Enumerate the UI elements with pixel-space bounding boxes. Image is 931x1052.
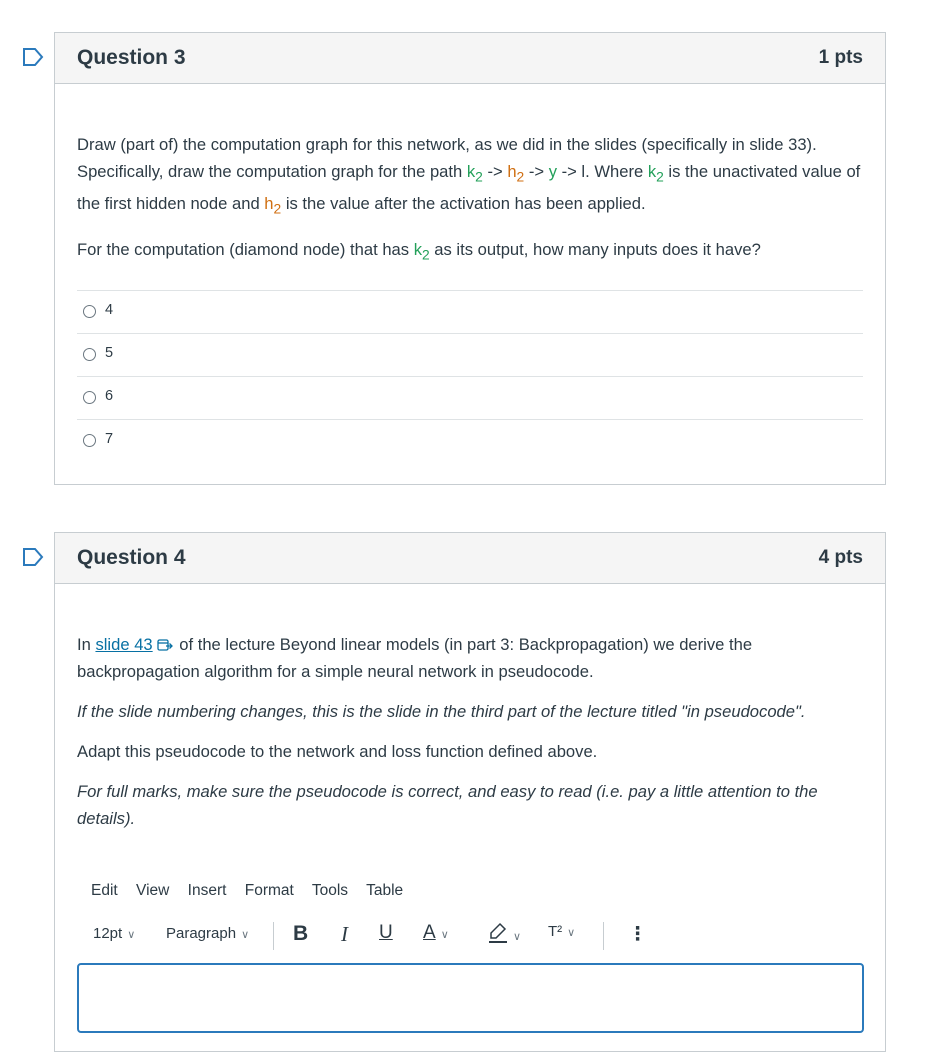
question-3: [54, 32, 886, 485]
question-title: Question 3: [77, 46, 186, 69]
external-link-icon: [157, 638, 173, 652]
menu-format[interactable]: Format: [244, 882, 294, 899]
toolbar-divider: [273, 922, 274, 950]
chevron-down-icon: ∨: [513, 931, 522, 943]
chevron-down-icon: ∨: [567, 927, 576, 939]
block-format-select[interactable]: Paragraph ∨: [166, 925, 250, 942]
menu-edit[interactable]: Edit: [91, 882, 118, 899]
menu-view[interactable]: View: [136, 882, 170, 899]
answer-option[interactable]: [77, 334, 863, 377]
menu-tools[interactable]: Tools: [311, 882, 349, 899]
bold-button[interactable]: B: [293, 922, 309, 945]
question-paragraph: For full marks, make sure the pseudocode is correct, and easy to read (i.e. pay a little attention to the details).: [77, 782, 818, 828]
answer-option[interactable]: [77, 377, 863, 420]
question-title: Question 4: [77, 546, 186, 569]
slide-link[interactable]: slide 43: [95, 635, 153, 654]
highlighter-icon: [488, 922, 508, 944]
question-points: 4 pts: [818, 547, 863, 568]
underline-button[interactable]: U: [379, 922, 393, 943]
italic-button[interactable]: I: [341, 922, 348, 946]
question-paragraph: Adapt this pseudocode to the network and loss function defined above.: [77, 742, 598, 761]
question-4: [54, 532, 886, 1052]
question-header: [55, 533, 885, 584]
editor-menubar: [91, 882, 417, 900]
highlight-button[interactable]: [488, 922, 521, 944]
answer-editor[interactable]: [77, 963, 864, 1033]
radio-button[interactable]: [83, 434, 96, 447]
answer-label[interactable]: 5: [105, 345, 114, 361]
editor-toolbar: [93, 922, 673, 948]
text-color-button[interactable]: A ∨: [423, 922, 449, 943]
radio-button[interactable]: [83, 391, 96, 404]
answer-label[interactable]: 4: [105, 302, 114, 318]
answer-option[interactable]: [77, 420, 863, 462]
answer-list: [77, 290, 863, 462]
question-header: [55, 33, 885, 84]
menu-insert[interactable]: Insert: [187, 882, 227, 899]
radio-button[interactable]: [83, 348, 96, 361]
flag-question-icon[interactable]: [22, 48, 44, 66]
flag-question-icon[interactable]: [22, 548, 44, 566]
answer-option[interactable]: [77, 291, 863, 334]
question-points: 1 pts: [818, 47, 863, 68]
answer-label[interactable]: 6: [105, 388, 114, 404]
toolbar-divider: [603, 922, 604, 950]
radio-button[interactable]: [83, 305, 96, 318]
superscript-button[interactable]: T² ∨: [548, 923, 576, 940]
chevron-down-icon: ∨: [440, 929, 449, 941]
question-paragraph: Draw (part of) the computation graph for this network, as we did in the slides (specifically in slide 33). Specifically, draw the computation graph for the path $k_2 -> h_2 -> y -> l$. Where $k_2$ is the unactivated value of the first hidden node and $h_2$ is the value after the activation has been applied.: [77, 135, 861, 217]
menu-table[interactable]: Table: [366, 882, 404, 899]
more-options-icon[interactable]: ⋮: [628, 924, 647, 945]
answer-label[interactable]: 7: [105, 431, 114, 447]
question-text: [77, 631, 863, 832]
question-paragraph: If the slide numbering changes, this is the slide in the third part of the lecture titled "in pseudocode".: [77, 702, 806, 721]
question-paragraph: In slide 43 of the lecture Beyond linear models (in part 3: Backpropagation) we derive the backpropagation algorithm for a simple neural network in pseudocode.: [77, 635, 753, 681]
question-paragraph: For the computation (diamond node) that has $k_2$ as its output, how many inputs does it have?: [77, 239, 761, 262]
chevron-down-icon: ∨: [127, 929, 136, 941]
font-size-select[interactable]: 12pt ∨: [93, 925, 136, 942]
question-text: [77, 131, 863, 268]
chevron-down-icon: ∨: [241, 929, 250, 941]
